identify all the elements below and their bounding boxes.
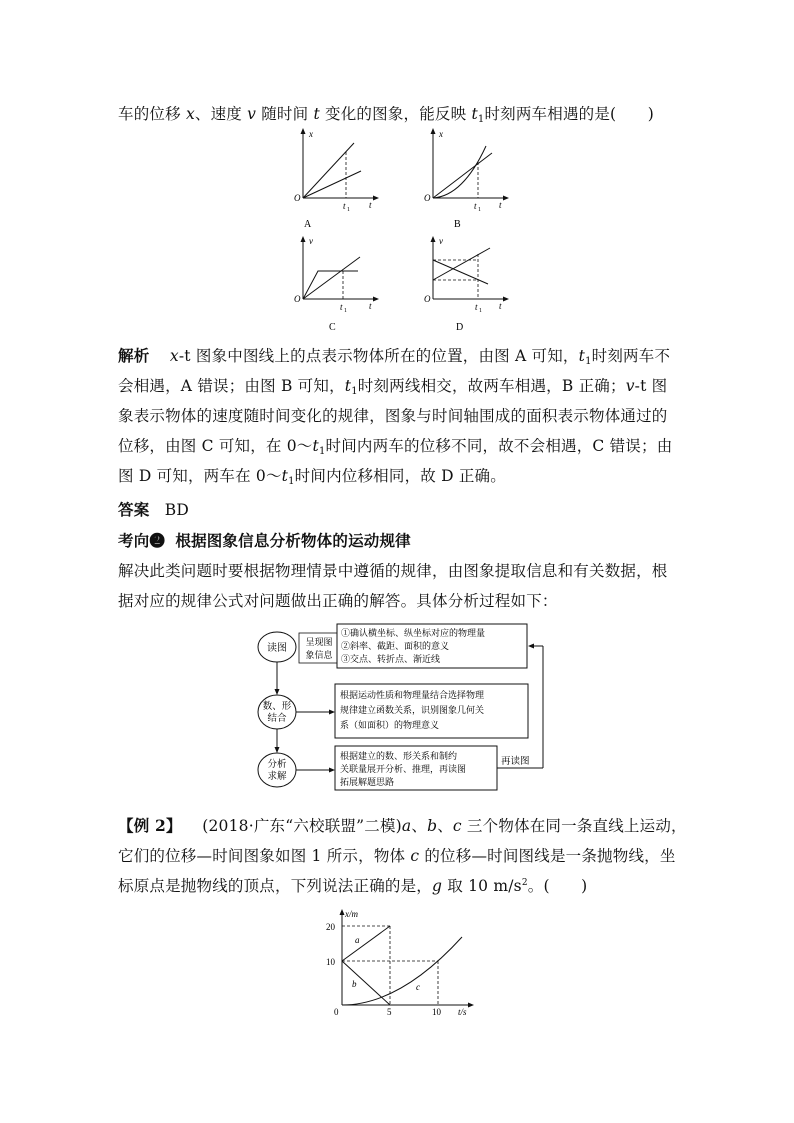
- origin-label: O: [294, 294, 301, 304]
- y-tick: 20: [326, 922, 335, 932]
- var: t: [344, 377, 352, 395]
- x-tick: 5: [387, 1007, 392, 1017]
- intro-text: 车的位移: [118, 105, 186, 123]
- tick-t1: t: [475, 302, 478, 312]
- graph-b: [418, 128, 508, 233]
- flow-box-text: 系（如面积）的物理意义: [340, 720, 440, 730]
- graph-c: [288, 234, 378, 334]
- text: 解决此类问题时要根据物理情景中遵循的规律，由图象提取信息和有关数据，根: [118, 562, 668, 580]
- tick-sub: 1: [479, 308, 482, 314]
- axis-label-t: t: [499, 200, 502, 210]
- figure-1: [320, 905, 480, 1017]
- series-label-b: b: [352, 979, 357, 989]
- tick-sub: 1: [478, 207, 481, 213]
- text: 图 D 可知，两车在 0～: [118, 467, 282, 485]
- analysis-flowchart: [255, 622, 555, 792]
- flow-box-text: ①确认横坐标、纵坐标对应的物理量: [341, 628, 486, 638]
- graph-caption-a: A: [304, 219, 312, 230]
- tick-t1: t: [343, 201, 346, 211]
- var: c: [410, 847, 420, 865]
- axis-label-v: v: [439, 236, 443, 246]
- var-v: v: [247, 105, 257, 123]
- intro-text: 变化的图象，能反映: [319, 105, 472, 123]
- flow-step-label: 求解: [267, 772, 287, 782]
- flow-step-label: 分析: [267, 760, 287, 770]
- subscript: 1: [351, 386, 358, 397]
- answer-value: BD: [164, 501, 190, 519]
- flow-label: 象信息: [305, 650, 333, 660]
- flow-step-label: 数、形: [262, 702, 292, 712]
- text: 、: [411, 817, 428, 835]
- flow-box-text: ③交点、转折点、渐近线: [341, 654, 441, 664]
- flow-box-text: 根据运动性质和物理量结合选择物理: [340, 690, 485, 700]
- text: 取 10 m/s: [442, 877, 522, 895]
- axis-label-x: x: [309, 129, 313, 139]
- axis-label-t: t: [499, 301, 502, 311]
- answer-label: 答案: [118, 500, 150, 519]
- example-line-3: [118, 874, 587, 896]
- text: -t: [178, 347, 191, 365]
- var: v: [625, 377, 635, 395]
- text: 它们的位移—时间图象如图 1 所示，物体: [118, 847, 411, 865]
- question-intro: [118, 102, 654, 125]
- x-tick: 10: [432, 1007, 441, 1017]
- text: 位移，由图 C 可知，在 0～: [118, 437, 313, 455]
- subscript: 1: [477, 114, 485, 125]
- text: 会相遇，A 错误；由图 B 可知，: [118, 377, 345, 395]
- var: t: [312, 437, 319, 455]
- flow-box-text: 规律建立函数关系，识别图象几何关: [340, 705, 485, 715]
- analysis-line-2: [118, 374, 667, 397]
- intro-text: 时刻两车相遇的是( ): [484, 105, 654, 123]
- text: 的位移—时间图线是一条抛物线，坐: [419, 847, 676, 865]
- direction-number: ❷: [149, 531, 166, 550]
- text: 。( ): [527, 877, 588, 895]
- text: 三个物体在同一条直线上运动，: [461, 817, 687, 835]
- origin-label: O: [424, 294, 431, 304]
- subscript: 1: [585, 356, 592, 367]
- axis-label-x: x: [439, 129, 443, 139]
- flow-step-label: 读图: [267, 643, 287, 654]
- y-tick: 10: [326, 957, 335, 967]
- origin-label: O: [294, 193, 301, 203]
- var: x: [169, 347, 179, 365]
- flow-reread-label: 再读图: [501, 757, 530, 767]
- analysis-line-4: [118, 434, 672, 457]
- text: 时间内位移相同，故 D 正确。: [294, 467, 506, 485]
- var-t: t: [313, 105, 320, 123]
- flow-box-text: ②斜率、截距、面积的意义: [341, 641, 450, 651]
- var: t: [578, 347, 586, 365]
- direction-label: 考向: [118, 531, 150, 550]
- direction-title: 根据图象信息分析物体的运动规律: [175, 531, 411, 550]
- var: c: [452, 817, 462, 835]
- origin-label: O: [424, 193, 431, 203]
- text: 时间内两车的位移不同，故不会相遇，C 错误；由: [325, 437, 673, 455]
- flow-box-text: 关联量展开分析、推理，再读图: [340, 764, 467, 774]
- method-line-1: [118, 559, 668, 581]
- subscript: 1: [318, 446, 326, 457]
- analysis-line-5: [118, 464, 506, 487]
- graph-caption-b: B: [454, 219, 461, 230]
- axis-label-x: t/s: [458, 1007, 467, 1017]
- example-line-2: [118, 844, 676, 866]
- text: (2018·广东“六校联盟”二模): [202, 817, 402, 835]
- graph-caption-d: D: [456, 322, 464, 333]
- intro-text: 随时间: [256, 105, 314, 123]
- answer-line: [118, 498, 189, 520]
- text: 图象中图线上的点表示物体所在的位置，由图 A 可知，: [190, 347, 579, 365]
- intro-text: 、速度: [194, 105, 248, 123]
- flow-label: 呈现图: [305, 637, 333, 647]
- axis-label-t: t: [369, 200, 372, 210]
- text: 标原点是抛物线的顶点，下列说法正确的是，: [118, 877, 433, 895]
- analysis-line-1: [118, 344, 670, 367]
- flow-box-text: 根据建立的数、形关系和制约: [340, 751, 458, 761]
- text: 图: [646, 377, 668, 395]
- var-x: x: [185, 105, 195, 123]
- var: a: [401, 817, 412, 835]
- analysis-label: 解析: [118, 346, 150, 365]
- text: 、: [437, 817, 453, 835]
- tick-sub: 1: [347, 207, 350, 213]
- method-line-2: [118, 589, 558, 611]
- var-t1: t: [471, 105, 478, 123]
- text: 时刻两车不: [591, 347, 671, 365]
- tick-t1: t: [474, 201, 477, 211]
- example-tag: 【例 2】: [118, 816, 182, 835]
- axis-label-v: v: [309, 236, 313, 246]
- graph-caption-c: C: [329, 322, 336, 333]
- var: g: [432, 877, 443, 895]
- analysis-line-3: [118, 404, 668, 426]
- subscript: 1: [288, 476, 295, 487]
- flow-step-label: 结合: [267, 714, 287, 724]
- x-tick: 0: [334, 1007, 339, 1017]
- flow-box-text: 拓展解题思路: [340, 777, 395, 787]
- axis-label-y: x/m: [345, 909, 358, 919]
- example-line-1: [118, 814, 687, 836]
- series-label-c: c: [416, 982, 420, 992]
- graph-d: [418, 234, 508, 334]
- tick-sub: 1: [344, 308, 347, 314]
- direction-heading: [118, 529, 411, 551]
- graph-a: [288, 128, 378, 233]
- var: t: [281, 467, 289, 485]
- superscript: 2: [521, 877, 528, 888]
- series-label-a: a: [355, 935, 360, 945]
- var: b: [427, 817, 438, 835]
- axis-label-t: t: [369, 301, 372, 311]
- text: 时刻两线相交，故两车相遇，B 正确；: [357, 377, 626, 395]
- tick-t1: t: [340, 302, 343, 312]
- text: 象表示物体的速度随时间变化的规律，图象与时间轴围成的面积表示物体通过的: [118, 407, 668, 425]
- text: -t: [634, 377, 647, 395]
- text: 据对应的规律公式对问题做出正确的解答。具体分析过程如下：: [118, 592, 558, 610]
